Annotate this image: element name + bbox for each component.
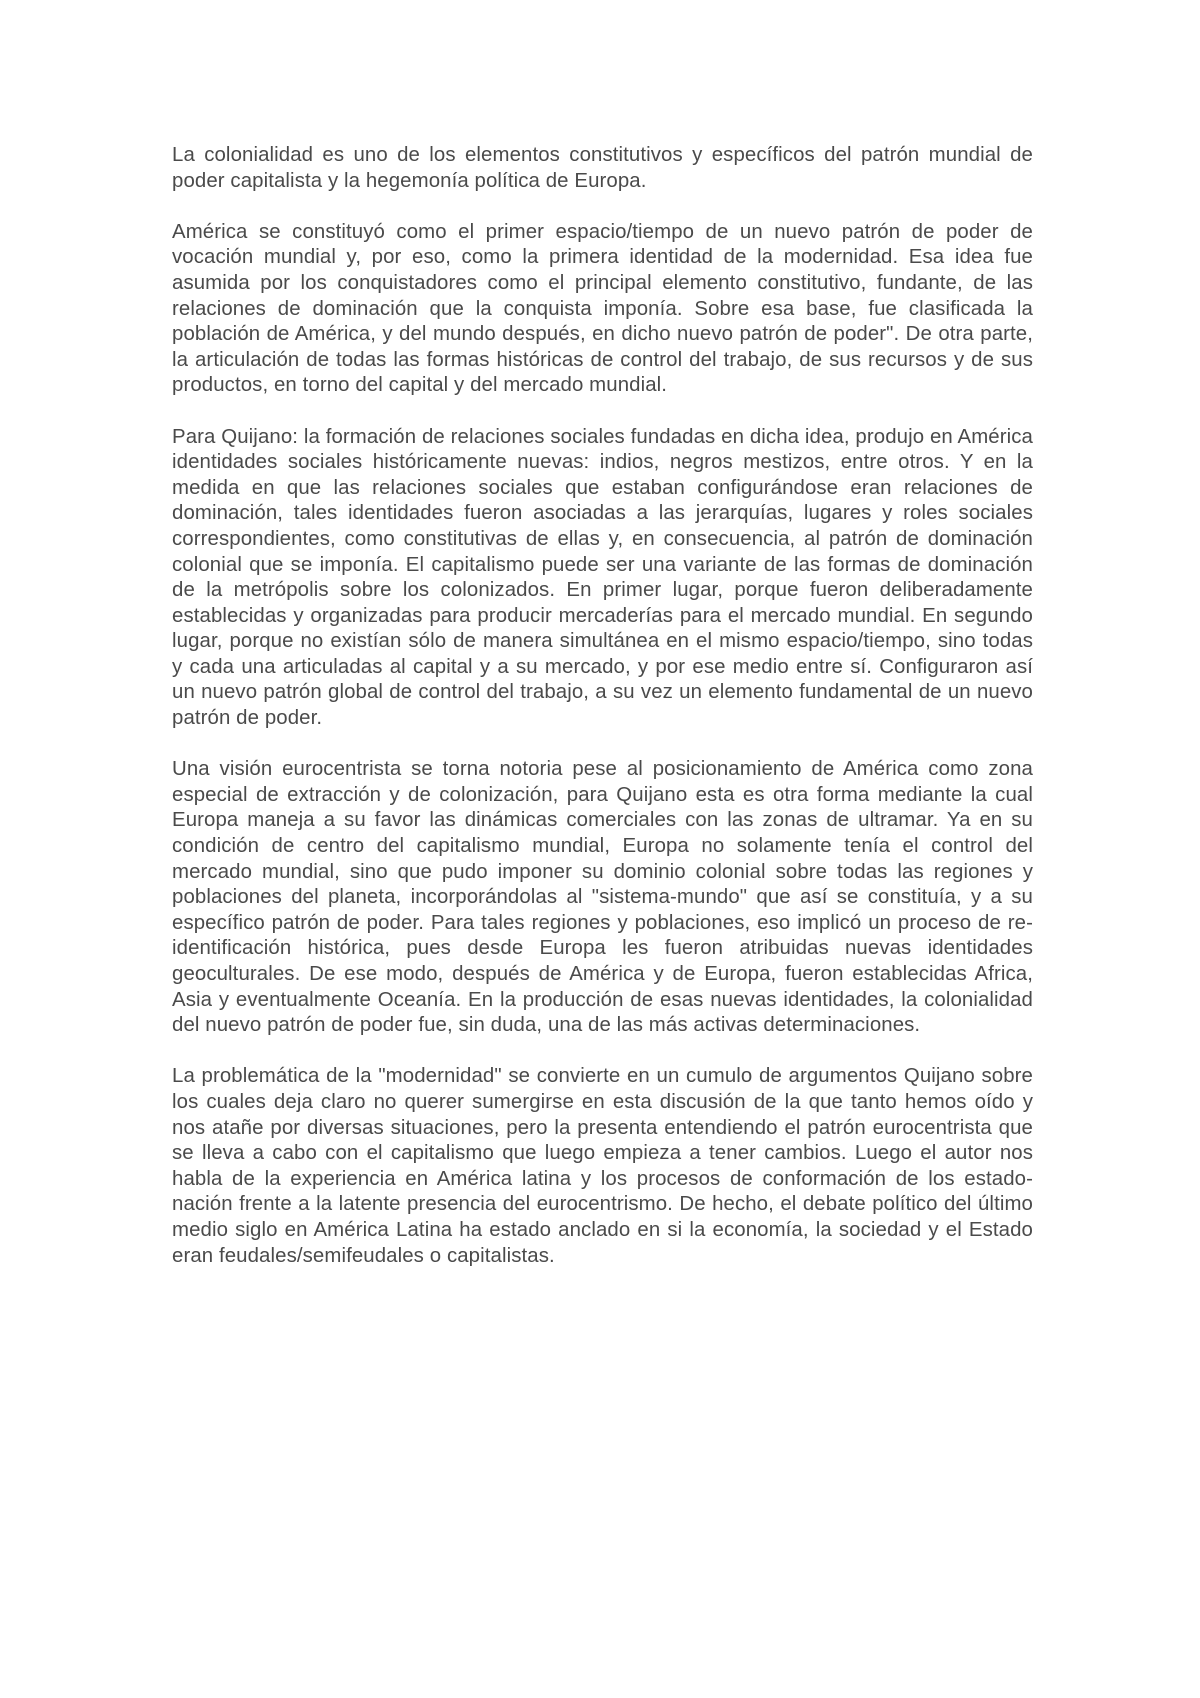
paragraph-modernidad: La problemática de la "modernidad" se convierte en un cumulo de argumentos Quijano sobre los cuales deja claro no querer sumergirse en esta discusión de la que tanto hemos oído y nos atañe por diversas situaciones, pero la presenta entendiendo el patrón eurocentrista que se lleva a cabo con el capitalismo que luego empieza a tener cambios. Luego el autor nos habla de la experiencia en América latina y los procesos de conformación de los estado-nación frente a la latente presencia del eurocentrismo. De hecho, el debate político del último medio siglo en América Latina ha estado anclado en si la economía, la sociedad y el Estado eran feudales/semifeudales o capitalistas.: [172, 1065, 1033, 1267]
paragraph-eurocentrismo: Una visión eurocentrista se torna notoria pese al posicionamiento de América como zona especial de extracción y de colonización, para Quijano esta es otra forma mediante la cual Europa maneja a su favor las dinámicas comerciales con las zonas de ultramar. Ya en su condición de centro del capitalismo mundial, Europa no solamente tenía el control del mercado mundial, sino que pudo imponer su dominio colonial sobre todas las regiones y poblaciones del planeta, incorporándolas al "sistema-mundo" que así se constituía, y a su específico patrón de poder. Para tales regiones y poblaciones, eso implicó un proceso de re-identificación histórica, pues desde Europa les fueron atribuidas nuevas identidades geoculturales. De ese modo, después de América y de Europa, fueron establecidas Africa, Asia y eventualmente Oceanía. En la producción de esas nuevas identidades, la colonialidad del nuevo patrón de poder fue, sin duda, una de las más activas determinaciones.: [172, 758, 1033, 1037]
paragraph-quijano: Para Quijano: la formación de relaciones sociales fundadas en dicha idea, produjo en América identidades sociales históricamente nuevas: indios, negros mestizos, entre otros. Y en la medida en que las relaciones sociales que estaban configurándose eran relaciones de dominación, tales identidades fueron asociadas a las jerarquías, lugares y roles sociales correspondientes, como constitutivas de ellas y, en consecuencia, al patrón de dominación colonial que se imponía. El capitalismo puede ser una variante de las formas de dominación de la metrópolis sobre los colonizados. En primer lugar, porque fueron deliberadamente establecidas y organizadas para producir mercaderías para el mercado mundial. En segundo lugar, porque no existían sólo de manera simultánea en el mismo espacio/tiempo, sino todas y cada una articuladas al capital y a su mercado, y por ese medio entre sí. Configuraron así un nuevo patrón global de control del trabajo, a su vez un elemento fundamental de un nuevo patrón de poder.: [172, 425, 1033, 730]
paragraph-colonialidad: La colonialidad es uno de los elementos constitutivos y específicos del patrón mundial de poder capitalista y la hegemonía política de Europa.: [172, 144, 1033, 192]
document-body: [172, 143, 1033, 1269]
paragraph-america: América se constituyó como el primer espacio/tiempo de un nuevo patrón de poder de vocación mundial y, por eso, como la primera identidad de la modernidad. Esa idea fue asumida por los conquistadores como el principal elemento constitutivo, fundante, de las relaciones de dominación que la conquista imponía. Sobre esa base, fue clasificada la población de América, y del mundo después, en dicho nuevo patrón de poder". De otra parte, la articulación de todas las formas históricas de control del trabajo, de sus recursos y de sus productos, en torno del capital y del mercado mundial.: [172, 220, 1033, 397]
